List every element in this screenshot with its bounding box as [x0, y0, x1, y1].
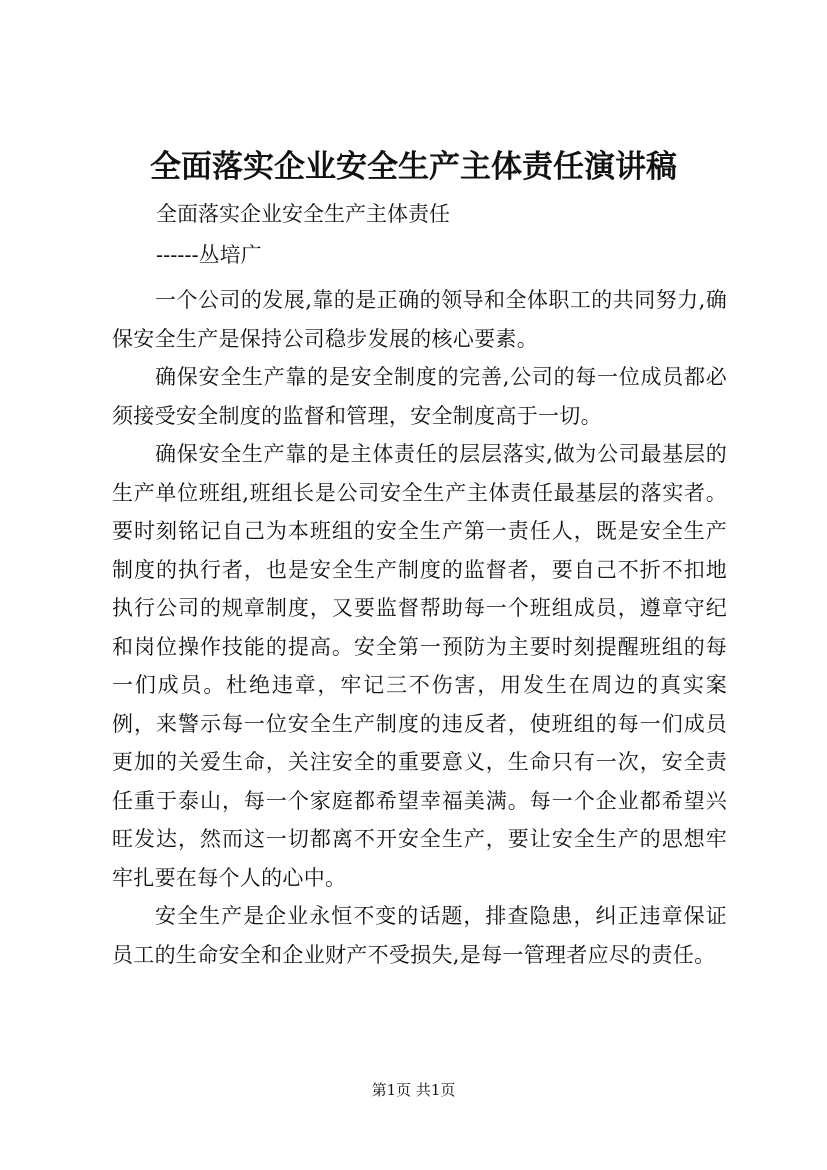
document-author: ------丛培广	[156, 243, 262, 267]
page-number-footer: 第1页 共1页	[371, 1081, 456, 1099]
document-subtitle: 全面落实企业安全生产主体责任	[156, 202, 450, 226]
document-body	[112, 281, 727, 974]
paragraph-4: 安全生产是企业永恒不变的话题，排查隐患，纠正违章保证员工的生命安全和企业财产不受损失,是每一管理者应尽的责任。	[112, 904, 727, 967]
paragraph-3: 确保安全生产靠的是主体责任的层层落实,做为公司最基层的生产单位班组,班组长是公司安全生产主体责任最基层的落实者。要时刻铭记自己为本班组的安全生产第一责任人，既是安全生产制度的执行者，也是安全生产制度的监督者，要自己不折不扣地执行公司的规章制度，又要监督帮助每一个班组成员，遵章守纪和岗位操作技能的提高。安全第一预防为主要时刻提醒班组的每一们成员。杜绝违章，牢记三不伤害，用发生在周边的真实案例，来警示每一位安全生产制度的违反者，使班组的每一们成员更加的关爱生命，关注安全的重要意义，生命只有一次，安全责任重于泰山，每一个家庭都希望幸福美满。每一个企业都希望兴旺发达，然而这一切都离不开安全生产，要让安全生产的思想牢牢扎要在每个人的心中。	[112, 442, 727, 890]
document-title: 全面落实企业安全生产主体责任演讲稿	[150, 149, 677, 185]
paragraph-1: 一个公司的发展,靠的是正确的领导和全体职工的共同努力,确保安全生产是保持公司稳步发展的核心要素。	[112, 288, 727, 351]
paragraph-2: 确保安全生产靠的是安全制度的完善,公司的每一位成员都必须接受安全制度的监督和管理，安全制度高于一切。	[112, 365, 727, 428]
